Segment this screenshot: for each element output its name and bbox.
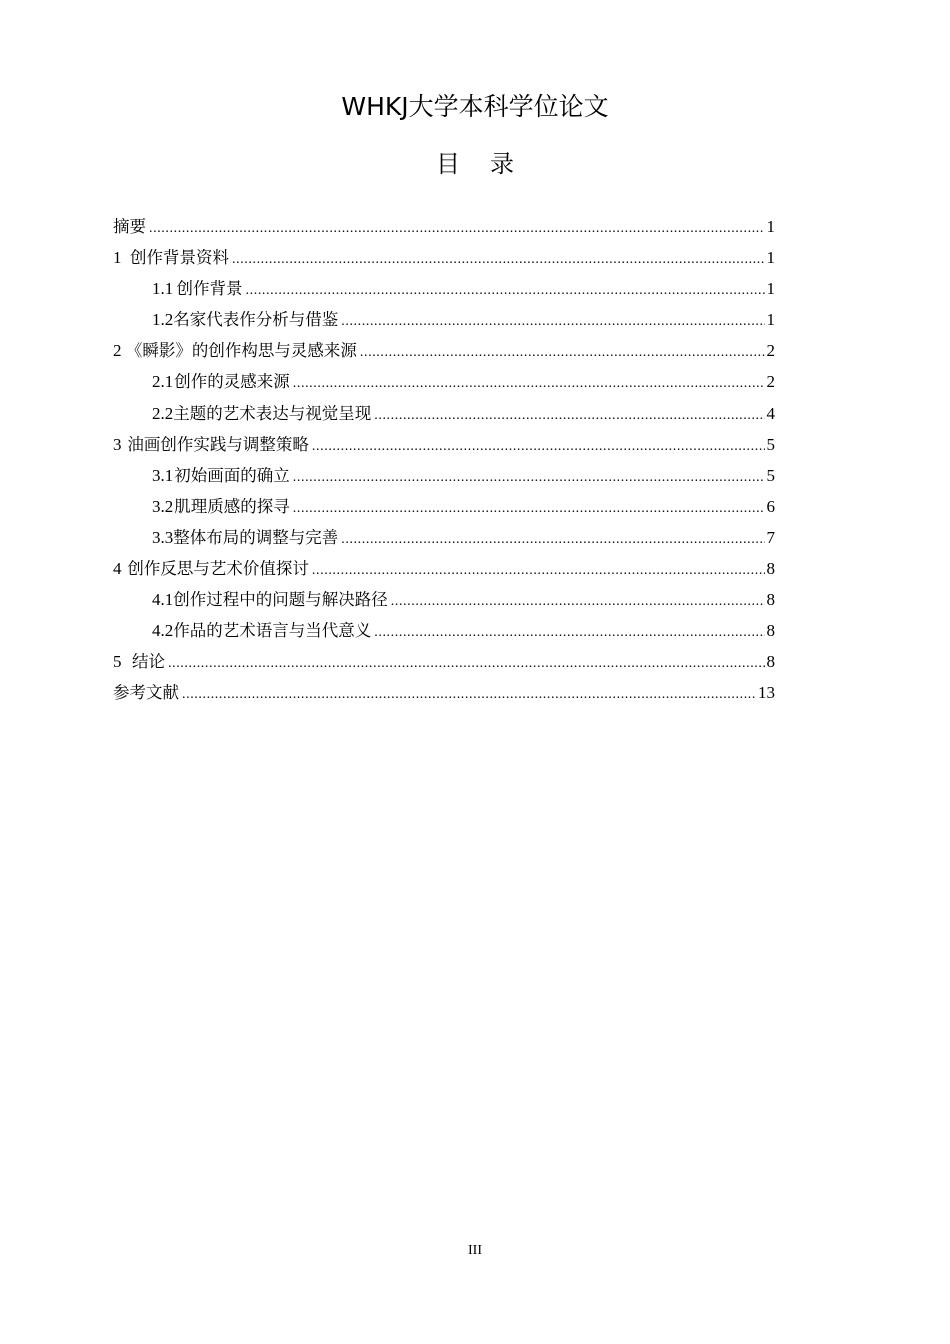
toc-dot-leader	[149, 213, 765, 244]
toc-entry-section-4-2[interactable]	[113, 615, 775, 646]
toc-entry-number: 2.2	[152, 403, 174, 423]
toc-entry-label: 名家代表作分析与借鉴	[173, 310, 339, 330]
toc-entry-section-3-2[interactable]	[113, 491, 775, 522]
toc-dot-leader	[312, 431, 765, 462]
toc-entry-section-4-1[interactable]	[113, 584, 775, 615]
toc-entry-number: 4.1	[152, 590, 174, 610]
toc-entry-label: 主题的艺术表达与视觉呈现	[173, 403, 372, 423]
toc-entry-page: 2	[766, 372, 775, 392]
toc-entry-label: 《瞬影》的创作构思与灵感来源	[125, 341, 357, 361]
toc-entry-number: 4	[113, 559, 122, 579]
toc-entry-page: 8	[766, 590, 775, 610]
toc-heading-char-2: 录	[490, 150, 514, 178]
toc-entry-label: 创作背景资料	[129, 248, 229, 268]
toc-entry-label: 整体布局的调整与完善	[173, 527, 339, 547]
toc-dot-leader	[168, 648, 765, 679]
toc-dot-leader	[360, 337, 765, 368]
toc-entry-chapter-3[interactable]	[113, 429, 775, 460]
toc-entry-references[interactable]	[113, 677, 775, 708]
toc-entry-section-2-2[interactable]	[113, 398, 775, 429]
toc-entry-page: 2	[766, 341, 775, 361]
toc-entry-label: 油画创作实践与调整策略	[127, 434, 309, 454]
toc-entry-section-1-1[interactable]	[113, 273, 775, 304]
toc-entry-number: 3.3	[152, 527, 174, 547]
toc-entry-page: 8	[766, 652, 775, 672]
toc-entry-chapter-5[interactable]	[113, 646, 775, 677]
toc-entry-page: 4	[766, 403, 775, 423]
toc-entry-chapter-1[interactable]	[113, 242, 775, 273]
table-of-contents	[113, 211, 775, 709]
toc-entry-page: 8	[766, 621, 775, 641]
toc-dot-leader	[374, 617, 764, 648]
toc-entry-number: 3	[113, 434, 122, 454]
toc-entry-label: 创作的灵感来源	[174, 372, 290, 392]
toc-entry-number: 1.2	[152, 310, 174, 330]
toc-dot-leader	[374, 400, 764, 431]
toc-entry-page: 1	[766, 217, 775, 236]
toc-entry-section-3-3[interactable]	[113, 522, 775, 553]
toc-dot-leader	[246, 275, 765, 306]
toc-entry-page: 5	[766, 434, 775, 454]
toc-entry-number: 2	[113, 341, 122, 361]
toc-dot-leader	[341, 306, 764, 337]
toc-entry-label: 肌理质感的探寻	[174, 496, 290, 516]
toc-entry-abstract[interactable]	[113, 211, 775, 242]
toc-entry-page: 13	[758, 683, 775, 703]
toc-entry-label: 结论	[132, 652, 165, 672]
toc-dot-leader	[293, 462, 765, 493]
toc-entry-label: 摘要	[113, 217, 146, 236]
running-header-title: WHKJ大学本科学位论文	[341, 92, 609, 121]
toc-heading	[0, 147, 950, 181]
toc-entry-page: 1	[766, 310, 775, 330]
footer-page-number: III	[468, 1243, 482, 1258]
toc-entry-number: 2.1	[152, 372, 174, 392]
toc-entry-label: 初始画面的确立	[174, 465, 290, 485]
toc-entry-label: 作品的艺术语言与当代意义	[173, 621, 372, 641]
toc-entry-label: 创作背景	[176, 279, 243, 299]
toc-dot-leader	[182, 679, 756, 710]
toc-entry-label: 创作反思与艺术价值探讨	[127, 559, 309, 579]
toc-entry-number: 3.1	[152, 465, 174, 485]
toc-entry-number: 5	[113, 652, 122, 672]
toc-entry-number: 3.2	[152, 496, 174, 516]
toc-dot-leader	[232, 244, 765, 275]
toc-dot-leader	[312, 555, 765, 586]
toc-entry-section-3-1[interactable]	[113, 460, 775, 491]
toc-entry-number: 1.1	[152, 279, 174, 299]
toc-dot-leader	[293, 368, 765, 399]
toc-entry-page: 5	[766, 465, 775, 485]
toc-entry-page: 6	[766, 496, 775, 516]
toc-entry-section-2-1[interactable]	[113, 366, 775, 397]
toc-entry-label: 参考文献	[113, 683, 179, 703]
toc-entry-chapter-2[interactable]	[113, 335, 775, 366]
toc-entry-page: 8	[766, 559, 775, 579]
toc-entry-number: 4.2	[152, 621, 174, 641]
toc-entry-label: 创作过程中的问题与解决路径	[173, 590, 388, 610]
toc-entry-chapter-4[interactable]	[113, 553, 775, 584]
toc-entry-page: 1	[766, 279, 775, 299]
toc-dot-leader	[341, 524, 764, 555]
toc-dot-leader	[293, 493, 765, 524]
toc-heading-char-1: 目	[436, 150, 460, 178]
toc-entry-page: 7	[766, 527, 775, 547]
toc-entry-section-1-2[interactable]	[113, 304, 775, 335]
toc-entry-page: 1	[766, 248, 775, 268]
toc-dot-leader	[391, 586, 765, 617]
toc-entry-number: 1	[113, 248, 122, 268]
